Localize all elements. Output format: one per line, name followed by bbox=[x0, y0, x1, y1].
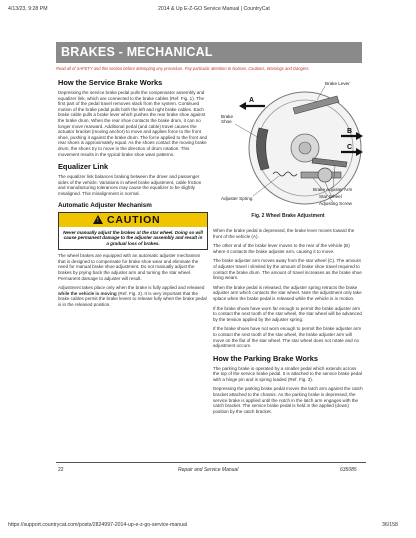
para-right-6: If the brake shoes have not worn enough to permit the brake adjuster arm to contact the next tooth of the star wheel, the brake adjuster arm will move on the flat of the star wheel. The star wheel does not rotate and no adjustment occurs. bbox=[213, 326, 362, 349]
exclamation-icon: ! bbox=[97, 217, 99, 224]
para-adjuster-2 bbox=[58, 285, 208, 307]
label-brake-shoe: Brake Shoe bbox=[221, 114, 234, 125]
para-adjuster-2-start: Adjustment takes place only when the brake is fully applied and released bbox=[58, 285, 205, 291]
print-datetime: 4/13/23, 9:28 PM bbox=[8, 6, 48, 12]
caution-label: CAUTION bbox=[107, 213, 161, 226]
section-title: BRAKES - MECHANICAL bbox=[61, 45, 213, 59]
footer-doc-number: 635085 bbox=[340, 467, 357, 473]
footer-page-number: 22 bbox=[58, 467, 64, 473]
brake-diagram bbox=[213, 78, 363, 213]
para-equalizer-link: The equalizer link balances braking between the driver and passenger sides of the vehicle. Variations in wheel brake adjustment, cable friction and manufacturing tolerances may cause the equalizer to be slightly misaligned. This misalignment is normal. bbox=[58, 174, 202, 196]
label-c: C bbox=[347, 144, 353, 151]
heading-service-brake: How the Service Brake Works bbox=[58, 78, 163, 87]
label-star-wheel: Star Wheel bbox=[319, 194, 342, 199]
section-banner bbox=[56, 42, 362, 63]
heading-parking-brake: How the Parking Brake Works bbox=[213, 353, 319, 363]
label-b: B bbox=[347, 128, 353, 135]
label-adjusting-screw: Adjusting Screw bbox=[319, 201, 352, 206]
print-url: https://support.countrycat.com/posts/2824997-2014-up-e-z-go-service-manual bbox=[8, 522, 188, 528]
safety-note: Read all of SAFETY and this section before attempting any procedure. Pay particular attention to Notices, Cautions, Warnings and Dangers. bbox=[56, 66, 310, 71]
para-service-brake: Depressing the service brake pedal pulls the compensator assembly and equalizer link, which are connected to the brake cables (Ref. Fig. 1). The first part of the pedal travel removes slack from the system. Continued motion of the brake pedal pulls both the left and right brake cables. Each brake cable pulls a brake lever which pushes the rear brake shoe against the brake drum. When the rear shoe contacts the brake drum, it can no longer move rearward. Additional pedal (and cable) travel causes the actuator bracket (moving anchor) to move and applies force to the front shoe, pushing it against the brake drum. The force applied to the front and rear shoes is approximately equal. As the shoes contact the moving brake drum, the shoes try to move in the direction of drum rotation. This movement results in the typical brake shoe wear patterns. bbox=[58, 90, 208, 157]
star-wheel-shape bbox=[318, 168, 332, 182]
hub-center bbox=[299, 142, 311, 154]
para-right-5: If the brake shoes have worn far enough to permit the brake adjuster arm to contact the next tooth of the star wheel, the star wheel will be advanced by the tension applied by the adjuster spring. bbox=[213, 305, 362, 322]
para-right-2: The other end of the brake lever moves to the rear of the vehicle (B) where it contacts the brake adjuster arm, causing it to move. bbox=[213, 243, 350, 254]
heading-equalizer-link: Equalizer Link bbox=[58, 162, 109, 172]
label-brake-lever: Brake Lever bbox=[325, 81, 350, 86]
para-right-7: The parking brake is operated by a smaller pedal which extends across the top of the service brake pedal. It is attached to the service brake pedal with a hinge pin and is spring loaded (Ref. Fig. 3). bbox=[213, 365, 362, 382]
para-right-4: When the brake pedal is released, the adjuster spring retracts the brake adjuster arm which contacts the star wheel. Note the adjustment only take splace when the brake pedal is released while the vehicle is in motion. bbox=[213, 284, 362, 301]
right-column bbox=[213, 228, 363, 418]
para-adjuster-2-emphasis: while the vehicle is moving bbox=[58, 290, 117, 296]
heading-adjuster-mechanism: Automatic Adjuster Mechanism bbox=[58, 201, 152, 209]
left-column bbox=[58, 78, 208, 312]
caution-text: Never manually adjust the brakes at the star wheel. Doing so will cause permanent damage to the adjuster assembly and result in a gradual loss of brakes. bbox=[63, 229, 203, 246]
figure-caption: Fig. 2 Wheel Brake Adjustment bbox=[251, 213, 325, 219]
label-brake-adjuster-arm: Brake Adjuster Arm bbox=[313, 187, 353, 192]
print-page-title: 2014 & Up E-Z-GO Service Manual | CountryCat bbox=[158, 6, 270, 12]
label-adjuster-spring: Adjuster Spring bbox=[221, 196, 253, 201]
para-adjuster-1: The wheel brakes are equipped with an automatic adjuster mechanism that is designed to compensate for brake shoe wear and eliminate the need for manual brake shoe adjustment. Do not manually adjust the brakes by prying back the adjuster arm and turning the star wheel. Permanent damage to adjuster will result. bbox=[58, 253, 201, 281]
caution-header bbox=[59, 213, 207, 227]
caution-box bbox=[58, 212, 208, 251]
para-right-3: The brake adjuster arm moves away from the star wheel (C). The amount of adjuster travel i slimited by the amount of brake shoe travel required to contact the brake drum. The amount of travel increases as the brake shoe lining wears. bbox=[213, 258, 362, 281]
print-page-count: 36/158 bbox=[382, 522, 398, 528]
label-a: A bbox=[249, 97, 255, 104]
footer-rule bbox=[56, 462, 366, 463]
para-right-8: Depressing the parking brake pedal moves the latch arm against the catch bracket attached to the chassis. As the parking brake is depressed, the service brake is applied until the notch in the latch arm engages with the catch bracket. The service brake pedal is held in the applied (down) position by the catch bracket. bbox=[213, 386, 363, 414]
para-right-1: When the brake pedal is depressed, the brake lever moves toward the front of the vehicle (A). bbox=[213, 228, 355, 239]
figure-wheel-brake-adjustment bbox=[213, 78, 363, 213]
footer-manual-title: Repair and Service Manual bbox=[178, 467, 239, 473]
para-adjuster-2-end: (Ref. Fig. 2). It is very important that the brake cables permit the brake levers to release fully when the brake pedal is in the released position. bbox=[58, 290, 207, 308]
arrow-a-head-icon bbox=[239, 102, 246, 110]
